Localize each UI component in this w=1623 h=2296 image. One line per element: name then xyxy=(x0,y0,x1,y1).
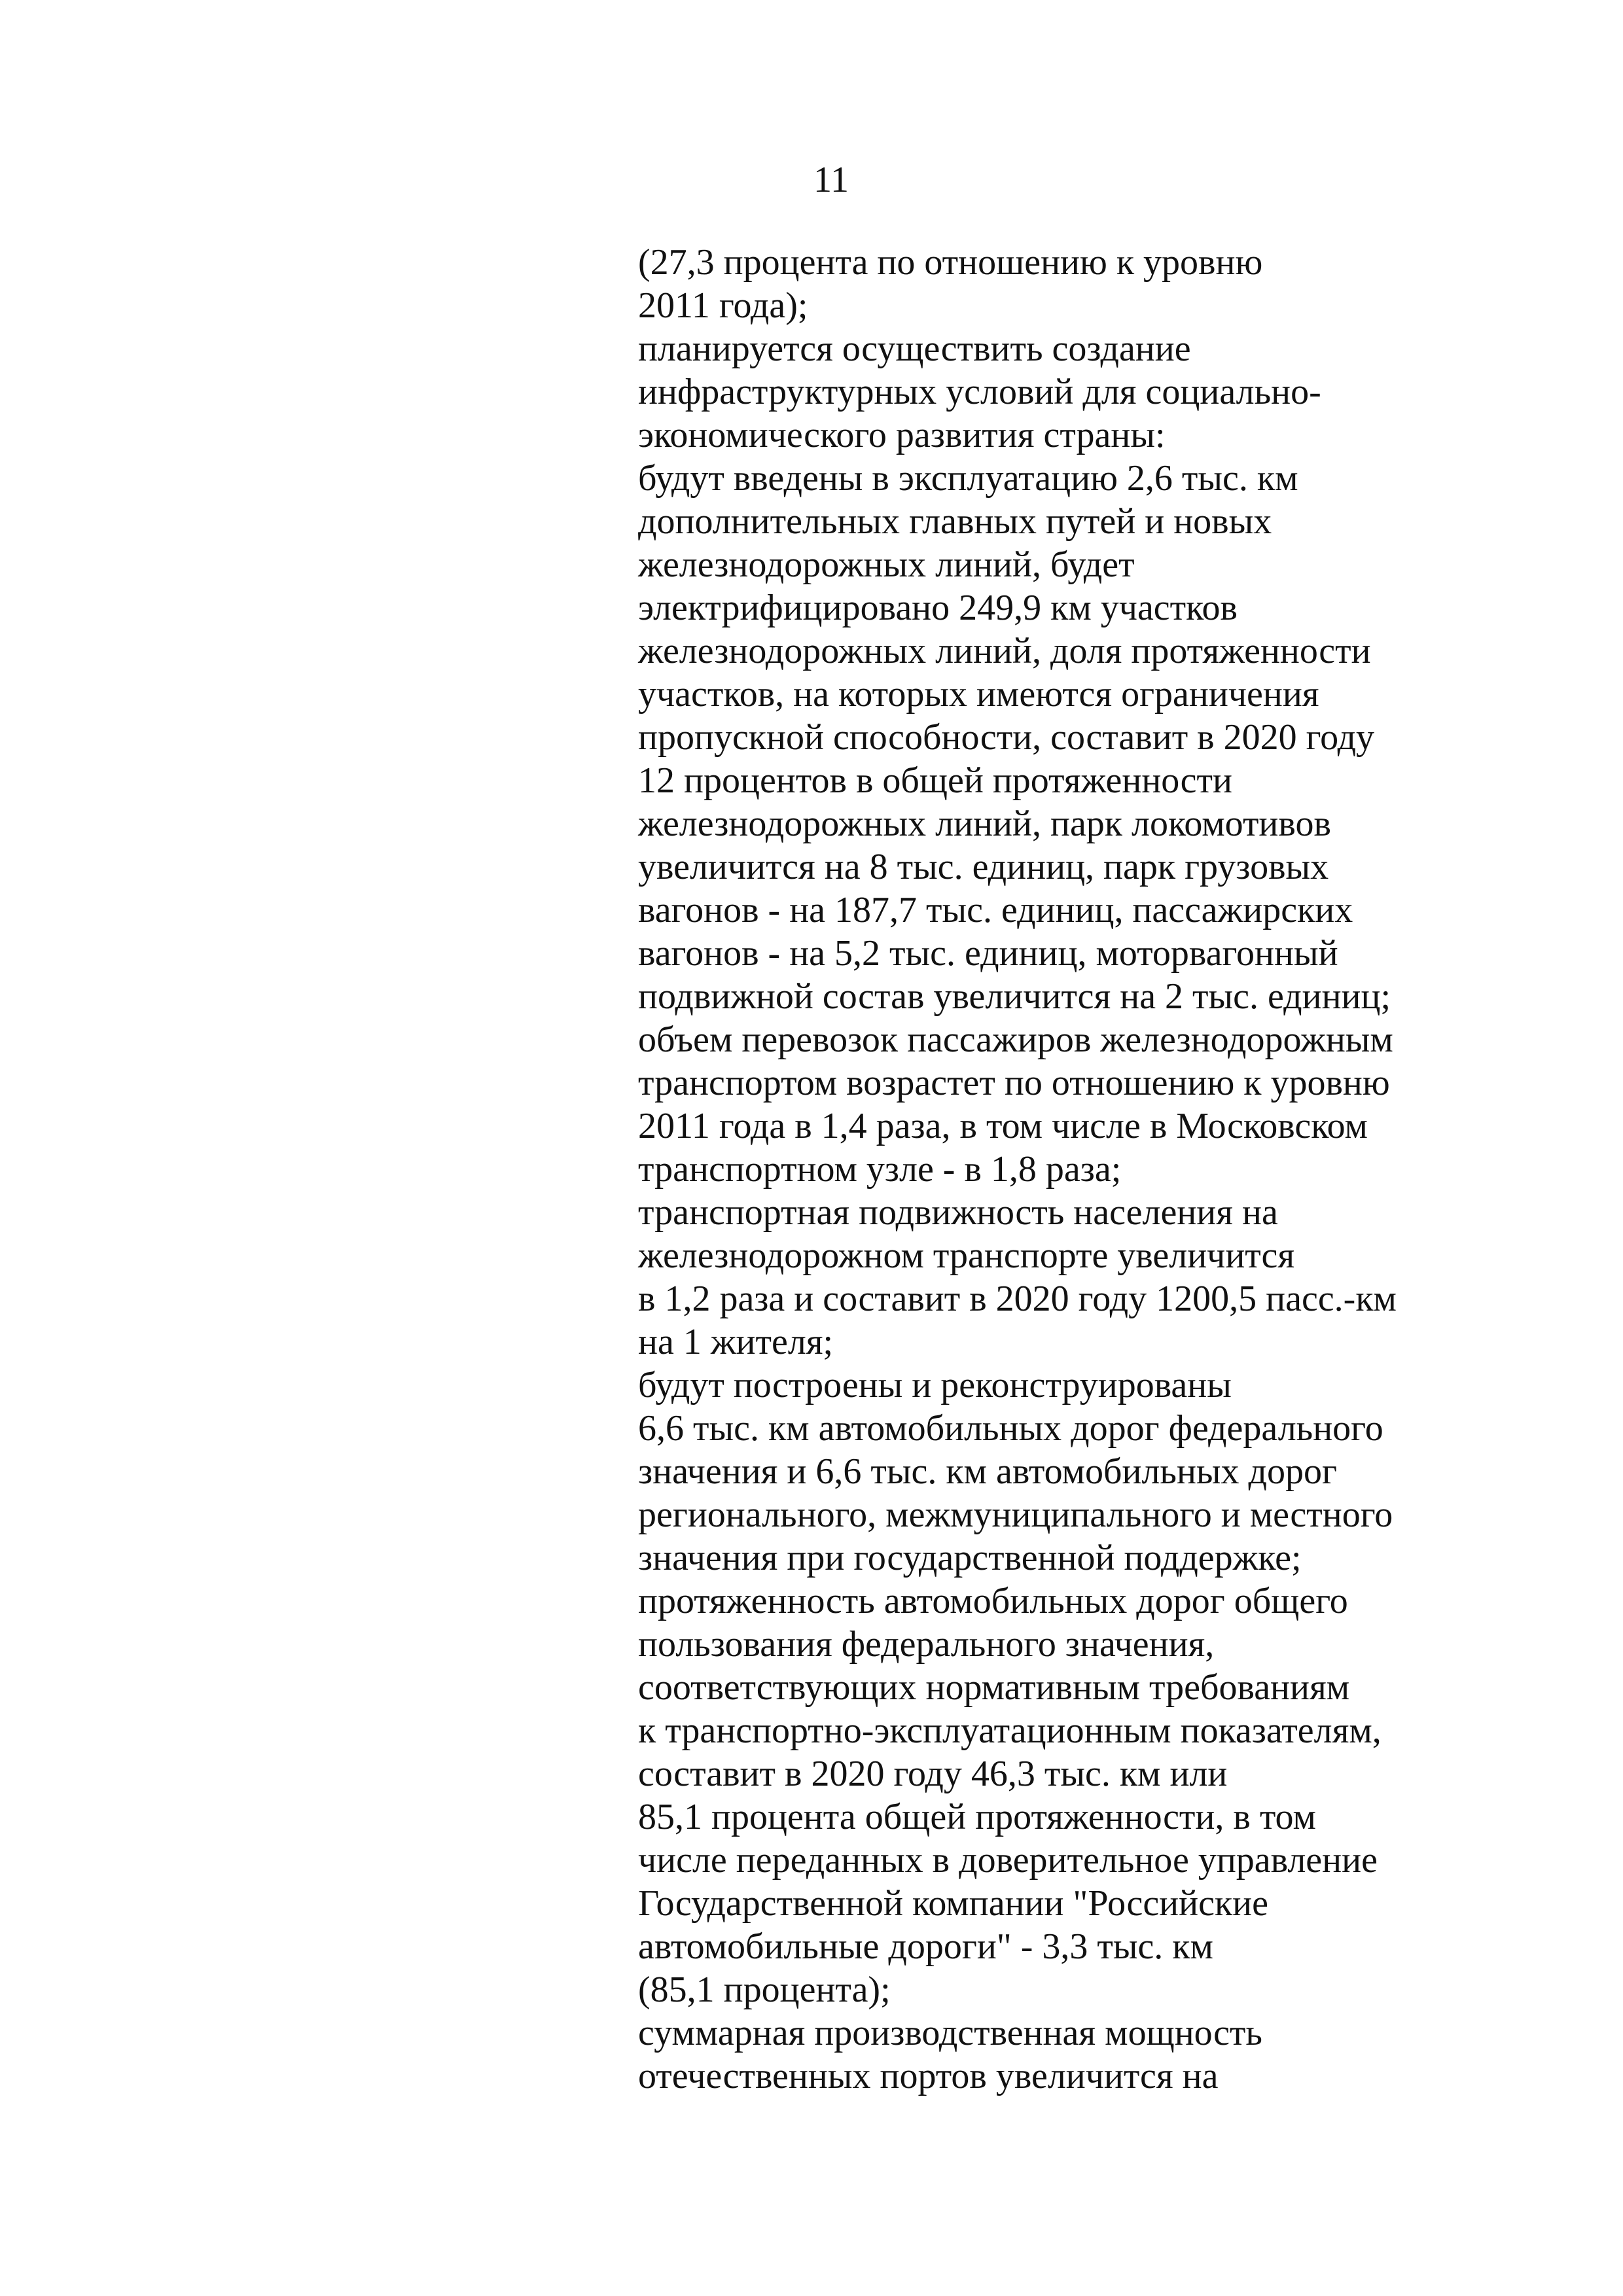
text-line: значения при государственной поддержке; xyxy=(638,1538,1302,1578)
text-line: объем перевозок пассажиров железнодорожным xyxy=(638,1019,1393,1060)
text-line: подвижной состав увеличится на 2 тыс. единиц; xyxy=(638,976,1391,1017)
text-line: железнодорожных линий, доля протяженности xyxy=(638,631,1371,671)
text-line: вагонов - на 5,2 тыс. единиц, моторвагонный xyxy=(638,933,1338,974)
text-line: 6,6 тыс. км автомобильных дорог федерального xyxy=(638,1408,1383,1449)
text-line: Государственной компании "Российские xyxy=(638,1883,1268,1924)
text-line: числе переданных в доверительное управление xyxy=(638,1840,1378,1881)
text-line: дополнительных главных путей и новых xyxy=(638,501,1272,542)
text-line: (85,1 процента); xyxy=(638,1969,891,2010)
text-line: автомобильные дороги" - 3,3 тыс. км xyxy=(638,1926,1213,1967)
text-line: пользования федерального значения, xyxy=(638,1624,1215,1665)
document-body-text xyxy=(638,241,1482,2098)
text-line: регионального, межмуниципального и местного xyxy=(638,1494,1393,1535)
text-line: электрифицировано 249,9 км участков xyxy=(638,588,1238,628)
text-line: будут построены и реконструированы xyxy=(638,1365,1232,1405)
text-line: транспортом возрастет по отношению к уровню xyxy=(638,1063,1390,1103)
text-line: увеличится на 8 тыс. единиц, парк грузовых xyxy=(638,847,1329,887)
text-line: будут введены в эксплуатацию 2,6 тыс. км xyxy=(638,458,1298,499)
text-line: суммарная производственная мощность xyxy=(638,2013,1262,2053)
text-line: (27,3 процента по отношению к уровню xyxy=(638,242,1263,283)
text-line: экономического развития страны: xyxy=(638,415,1166,455)
text-line: транспортном узле - в 1,8 раза; xyxy=(638,1149,1122,1190)
text-line: вагонов - на 187,7 тыс. единиц, пассажирских xyxy=(638,890,1353,930)
text-line: протяженность автомобильных дорог общего xyxy=(638,1581,1348,1621)
text-line: 2011 года в 1,4 раза, в том числе в Московском xyxy=(638,1106,1368,1146)
text-line: железнодорожных линий, парк локомотивов xyxy=(638,804,1331,844)
text-line: 2011 года); xyxy=(638,285,808,326)
page-number: 11 xyxy=(813,160,849,200)
text-line: железнодорожных линий, будет xyxy=(638,544,1135,585)
text-line: инфраструктурных условий для социально- xyxy=(638,372,1321,412)
text-line: на 1 жителя; xyxy=(638,1322,834,1362)
text-line: участков, на которых имеются ограничения xyxy=(638,674,1319,715)
text-line: транспортная подвижность населения на xyxy=(638,1192,1278,1233)
text-line: составит в 2020 году 46,3 тыс. км или xyxy=(638,1754,1228,1794)
text-line: значения и 6,6 тыс. км автомобильных дорог xyxy=(638,1451,1337,1492)
text-line: к транспортно-эксплуатационным показателям, xyxy=(638,1710,1382,1751)
text-line: соответствующих нормативным требованиям xyxy=(638,1667,1350,1708)
text-line: в 1,2 раза и составит в 2020 году 1200,5 пасс.-км xyxy=(638,1279,1397,1319)
text-line: пропускной способности, составит в 2020 году xyxy=(638,717,1375,758)
text-line: 85,1 процента общей протяженности, в том xyxy=(638,1797,1316,1837)
text-line: 12 процентов в общей протяженности xyxy=(638,760,1232,801)
text-line: планируется осуществить создание xyxy=(638,328,1191,369)
text-line: отечественных портов увеличится на xyxy=(638,2056,1219,2096)
text-line: железнодорожном транспорте увеличится xyxy=(638,1235,1295,1276)
